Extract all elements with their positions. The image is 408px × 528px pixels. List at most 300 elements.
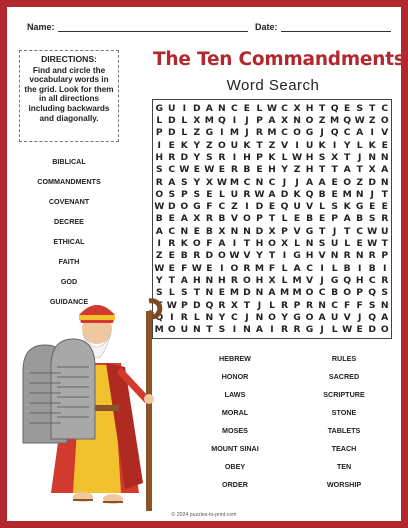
grid-cell[interactable]: I	[182, 102, 187, 114]
grid-cell[interactable]: D	[243, 287, 251, 299]
grid-cell[interactable]: C	[356, 225, 364, 237]
grid-cell[interactable]: L	[218, 188, 225, 200]
grid-cell[interactable]: X	[193, 213, 201, 225]
grid-cell[interactable]: W	[204, 164, 215, 176]
grid-cell[interactable]: J	[320, 275, 324, 287]
grid-cell[interactable]: G	[293, 312, 301, 324]
grid-cell[interactable]: O	[305, 312, 314, 324]
grid-cell[interactable]: B	[318, 188, 326, 200]
grid-cell[interactable]: C	[243, 176, 251, 188]
grid-cell[interactable]: M	[292, 275, 302, 287]
grid-cell[interactable]: F	[206, 201, 213, 213]
grid-cell[interactable]: J	[332, 225, 337, 237]
grid-cell[interactable]: W	[354, 114, 365, 126]
grid-cell[interactable]: D	[180, 151, 189, 163]
grid-cell[interactable]: E	[243, 102, 251, 114]
grid-cell[interactable]: L	[269, 299, 275, 311]
grid-cell[interactable]: T	[268, 250, 276, 262]
grid-cell[interactable]: M	[204, 114, 214, 126]
grid-cell[interactable]: R	[230, 275, 238, 287]
grid-cell[interactable]: D	[368, 176, 377, 188]
grid-cell[interactable]: R	[218, 151, 226, 163]
grid-cell[interactable]: D	[167, 114, 176, 126]
grid-cell[interactable]: D	[193, 299, 201, 311]
grid-cell[interactable]: N	[293, 114, 301, 126]
grid-cell[interactable]: E	[344, 102, 351, 114]
grid-cell[interactable]: P	[256, 213, 263, 225]
grid-cell[interactable]: H	[218, 275, 226, 287]
grid-cell[interactable]: R	[243, 262, 251, 274]
grid-cell[interactable]: O	[243, 275, 251, 287]
grid-cell[interactable]: V	[280, 139, 289, 151]
date-field[interactable]	[255, 22, 391, 32]
grid-cell[interactable]: B	[180, 250, 188, 262]
grid-cell[interactable]: K	[268, 151, 276, 163]
grid-cell[interactable]: R	[180, 312, 188, 324]
grid-cell[interactable]: L	[181, 114, 188, 126]
grid-cell[interactable]: H	[268, 164, 276, 176]
grid-cell[interactable]: R	[230, 164, 238, 176]
grid-cell[interactable]: Q	[368, 287, 377, 299]
grid-cell[interactable]: B	[155, 213, 163, 225]
grid-cell[interactable]: T	[381, 238, 388, 250]
grid-cell[interactable]: I	[270, 324, 274, 336]
grid-cell[interactable]: S	[318, 238, 326, 250]
grid-cell[interactable]: P	[356, 287, 364, 299]
grid-cell[interactable]: B	[218, 213, 226, 225]
grid-cell[interactable]: A	[205, 102, 213, 114]
grid-cell[interactable]: G	[330, 275, 339, 287]
grid-cell[interactable]: S	[356, 102, 363, 114]
grid-cell[interactable]: P	[180, 188, 188, 200]
grid-cell[interactable]: Y	[281, 312, 288, 324]
grid-cell[interactable]: E	[206, 188, 213, 200]
grid-cell[interactable]: F	[181, 262, 188, 274]
grid-cell[interactable]: L	[168, 287, 175, 299]
grid-cell[interactable]: Y	[155, 275, 163, 287]
grid-cell[interactable]: S	[181, 176, 188, 188]
grid-cell[interactable]: S	[155, 164, 163, 176]
grid-cell[interactable]: S	[193, 188, 201, 200]
grid-cell[interactable]: W	[154, 262, 165, 274]
grid-cell[interactable]: W	[266, 102, 278, 114]
grid-cell[interactable]: M	[229, 176, 239, 188]
grid-cell[interactable]: N	[192, 324, 201, 336]
grid-cell[interactable]: N	[380, 151, 389, 163]
grid-cell[interactable]: N	[380, 176, 389, 188]
word-search-grid[interactable]	[152, 99, 392, 339]
grid-cell[interactable]: L	[331, 324, 338, 336]
grid-cell[interactable]: I	[295, 139, 299, 151]
grid-cell[interactable]: Q	[217, 114, 226, 126]
grid-cell[interactable]: I	[320, 262, 324, 274]
grid-cell[interactable]: W	[342, 324, 353, 336]
grid-cell[interactable]: Z	[368, 114, 376, 126]
grid-cell[interactable]: T	[168, 275, 175, 287]
grid-cell[interactable]: A	[180, 213, 188, 225]
grid-cell[interactable]: C	[231, 102, 238, 114]
grid-cell[interactable]: O	[243, 213, 251, 225]
grid-cell[interactable]: O	[343, 287, 352, 299]
grid-cell[interactable]: B	[343, 262, 351, 274]
grid-cell[interactable]: E	[331, 176, 338, 188]
grid-cell[interactable]: K	[243, 139, 251, 151]
grid-cell[interactable]: E	[256, 164, 263, 176]
grid-cell[interactable]: O	[305, 287, 314, 299]
grid-cell[interactable]: R	[155, 176, 163, 188]
grid-cell[interactable]: O	[293, 127, 301, 139]
grid-cell[interactable]: C	[268, 176, 276, 188]
grid-cell[interactable]: I	[232, 114, 237, 126]
grid-cell[interactable]: F	[344, 299, 351, 311]
grid-cell[interactable]: R	[218, 299, 226, 311]
grid-cell[interactable]: N	[243, 225, 251, 237]
grid-cell[interactable]: E	[168, 139, 175, 151]
grid-cell[interactable]: X	[280, 114, 289, 126]
grid-cell[interactable]: T	[243, 299, 251, 311]
grid-cell[interactable]: M	[229, 127, 239, 139]
grid-cell[interactable]: A	[155, 225, 163, 237]
grid-cell[interactable]: N	[305, 238, 314, 250]
grid-cell[interactable]: W	[179, 164, 190, 176]
grid-cell[interactable]: I	[220, 262, 224, 274]
grid-cell[interactable]: J	[295, 176, 299, 188]
grid-cell[interactable]: J	[357, 151, 362, 163]
grid-cell[interactable]: U	[180, 324, 189, 336]
grid-cell[interactable]: A	[268, 287, 276, 299]
grid-cell[interactable]: S	[368, 299, 376, 311]
grid-cell[interactable]: P	[256, 114, 263, 126]
grid-cell[interactable]: T	[268, 213, 276, 225]
grid-cell[interactable]: X	[230, 299, 238, 311]
grid-cell[interactable]: I	[232, 238, 237, 250]
grid-cell[interactable]: K	[180, 139, 188, 151]
grid-cell[interactable]: B	[243, 164, 251, 176]
grid-cell[interactable]: T	[356, 164, 363, 176]
grid-cell[interactable]: A	[381, 312, 389, 324]
grid-cell[interactable]: J	[257, 299, 262, 311]
grid-cell[interactable]: N	[380, 299, 389, 311]
grid-cell[interactable]: S	[168, 188, 176, 200]
grid-cell[interactable]: R	[168, 151, 176, 163]
grid-cell[interactable]: I	[245, 201, 249, 213]
grid-cell[interactable]: N	[205, 275, 214, 287]
grid-cell[interactable]: I	[220, 127, 224, 139]
grid-cell[interactable]: A	[218, 238, 226, 250]
grid-cell[interactable]: E	[168, 262, 175, 274]
grid-cell[interactable]: D	[167, 201, 176, 213]
grid-cell[interactable]: Y	[193, 151, 201, 163]
grid-cell[interactable]: E	[193, 164, 200, 176]
grid-cell[interactable]: O	[217, 139, 226, 151]
grid-cell[interactable]: H	[305, 151, 314, 163]
grid-cell[interactable]: Y	[281, 164, 288, 176]
grid-cell[interactable]: C	[343, 127, 351, 139]
grid-cell[interactable]: L	[294, 238, 300, 250]
grid-cell[interactable]: K	[368, 139, 376, 151]
grid-cell[interactable]: A	[318, 176, 326, 188]
grid-cell[interactable]: V	[243, 250, 251, 262]
grid-cell[interactable]: Z	[206, 139, 213, 151]
grid-cell[interactable]: R	[368, 250, 376, 262]
grid-cell[interactable]: S	[331, 201, 338, 213]
grid-cell[interactable]: W	[166, 299, 177, 311]
grid-cell[interactable]: R	[193, 250, 201, 262]
grid-cell[interactable]: N	[230, 225, 239, 237]
grid-cell[interactable]: R	[255, 127, 263, 139]
grid-cell[interactable]: E	[381, 201, 388, 213]
grid-cell[interactable]: D	[280, 188, 289, 200]
grid-cell[interactable]: O	[230, 262, 239, 274]
grid-cell[interactable]: T	[318, 164, 326, 176]
grid-cell[interactable]: O	[180, 201, 189, 213]
grid-cell[interactable]: D	[368, 324, 377, 336]
grid-cell[interactable]: H	[192, 275, 201, 287]
grid-cell[interactable]: I	[232, 151, 237, 163]
grid-cell[interactable]: H	[155, 151, 164, 163]
grid-cell[interactable]: X	[268, 225, 276, 237]
grid-cell[interactable]: Y	[193, 176, 201, 188]
grid-cell[interactable]: X	[268, 275, 276, 287]
grid-cell[interactable]: L	[193, 312, 200, 324]
grid-cell[interactable]: A	[381, 164, 389, 176]
grid-cell[interactable]: Q	[205, 299, 214, 311]
grid-cell[interactable]: J	[320, 324, 324, 336]
grid-cell[interactable]: M	[154, 324, 164, 336]
grid-cell[interactable]: G	[193, 201, 201, 213]
grid-cell[interactable]: Q	[305, 188, 314, 200]
grid-cell[interactable]: N	[368, 151, 377, 163]
grid-cell[interactable]: R	[343, 250, 351, 262]
grid-cell[interactable]: O	[343, 176, 352, 188]
grid-cell[interactable]: A	[343, 164, 351, 176]
grid-cell[interactable]: T	[193, 287, 200, 299]
grid-cell[interactable]: A	[180, 275, 188, 287]
grid-cell[interactable]: C	[381, 102, 389, 114]
grid-cell[interactable]: I	[383, 262, 387, 274]
grid-cell[interactable]: H	[255, 238, 264, 250]
grid-cell[interactable]: Z	[268, 139, 276, 151]
grid-cell[interactable]: W	[229, 250, 240, 262]
grid-cell[interactable]: N	[355, 250, 364, 262]
grid-cell[interactable]: N	[243, 324, 251, 336]
grid-cell[interactable]: L	[281, 151, 288, 163]
grid-cell[interactable]: B	[205, 225, 213, 237]
grid-cell[interactable]: L	[319, 201, 326, 213]
grid-cell[interactable]: L	[156, 114, 163, 126]
grid-cell[interactable]: R	[280, 299, 289, 311]
grid-cell[interactable]: E	[168, 250, 175, 262]
grid-cell[interactable]: C	[331, 299, 338, 311]
grid-cell[interactable]: T	[206, 324, 213, 336]
grid-cell[interactable]: C	[168, 225, 176, 237]
grid-cell[interactable]: T	[344, 225, 351, 237]
grid-cell[interactable]: J	[282, 176, 287, 188]
grid-cell[interactable]: A	[356, 127, 364, 139]
grid-cell[interactable]: V	[381, 127, 389, 139]
grid-cell[interactable]: Z	[193, 127, 201, 139]
grid-cell[interactable]: G	[305, 225, 314, 237]
grid-cell[interactable]: N	[205, 312, 214, 324]
grid-cell[interactable]: N	[255, 312, 264, 324]
grid-cell[interactable]: P	[331, 213, 338, 225]
grid-cell[interactable]: M	[254, 262, 265, 274]
grid-cell[interactable]: H	[305, 250, 314, 262]
grid-cell[interactable]: U	[305, 139, 314, 151]
grid-cell[interactable]: M	[330, 114, 340, 126]
grid-cell[interactable]: U	[230, 139, 239, 151]
grid-cell[interactable]: O	[268, 238, 276, 250]
grid-cell[interactable]: E	[218, 164, 226, 176]
grid-cell[interactable]: A	[306, 176, 314, 188]
grid-cell[interactable]: R	[168, 238, 176, 250]
grid-cell[interactable]: X	[193, 114, 201, 126]
grid-cell[interactable]: D	[205, 250, 214, 262]
grid-cell[interactable]: N	[255, 176, 264, 188]
grid-cell[interactable]: N	[330, 250, 339, 262]
grid-cell[interactable]: P	[281, 225, 288, 237]
grid-cell[interactable]: S	[218, 324, 226, 336]
grid-cell[interactable]: R	[243, 188, 251, 200]
grid-cell[interactable]: M	[267, 127, 277, 139]
grid-cell[interactable]: U	[380, 225, 389, 237]
grid-cell[interactable]: L	[256, 102, 263, 114]
grid-cell[interactable]: H	[355, 275, 364, 287]
grid-cell[interactable]: I	[357, 262, 362, 274]
grid-cell[interactable]: U	[330, 238, 339, 250]
grid-cell[interactable]: B	[331, 287, 339, 299]
grid-cell[interactable]: J	[320, 127, 324, 139]
grid-cell[interactable]: Q	[330, 127, 339, 139]
grid-cell[interactable]: F	[268, 262, 276, 274]
grid-cell[interactable]: V	[293, 225, 301, 237]
grid-cell[interactable]: T	[156, 299, 163, 311]
grid-cell[interactable]: R	[381, 275, 389, 287]
grid-cell[interactable]: J	[245, 312, 249, 324]
grid-cell[interactable]: N	[318, 299, 326, 311]
grid-cell[interactable]: X	[368, 164, 376, 176]
grid-cell[interactable]: T	[344, 151, 351, 163]
name-field[interactable]	[27, 22, 248, 32]
grid-cell[interactable]: A	[343, 213, 351, 225]
grid-cell[interactable]: P	[256, 151, 263, 163]
grid-cell[interactable]: E	[318, 213, 326, 225]
grid-cell[interactable]: V	[306, 275, 314, 287]
grid-cell[interactable]: E	[193, 225, 200, 237]
grid-cell[interactable]: G	[155, 102, 164, 114]
grid-cell[interactable]: L	[344, 238, 351, 250]
grid-cell[interactable]: D	[255, 225, 264, 237]
grid-cell[interactable]: D	[193, 102, 201, 114]
grid-cell[interactable]: T	[243, 238, 251, 250]
grid-cell[interactable]: G	[205, 127, 214, 139]
grid-cell[interactable]: E	[381, 139, 388, 151]
grid-cell[interactable]: N	[180, 225, 189, 237]
grid-cell[interactable]: W	[367, 225, 378, 237]
grid-cell[interactable]: P	[293, 299, 301, 311]
grid-cell[interactable]: U	[330, 312, 339, 324]
grid-cell[interactable]: W	[154, 201, 165, 213]
grid-cell[interactable]: Q	[280, 201, 289, 213]
grid-cell[interactable]: C	[368, 275, 376, 287]
grid-cell[interactable]: Z	[231, 201, 238, 213]
grid-cell[interactable]: F	[356, 299, 363, 311]
grid-cell[interactable]: L	[281, 213, 288, 225]
grid-cell[interactable]: M	[342, 188, 352, 200]
grid-cell[interactable]: C	[318, 287, 326, 299]
grid-cell[interactable]: N	[205, 287, 214, 299]
grid-cell[interactable]: Q	[343, 275, 352, 287]
grid-cell[interactable]: T	[318, 225, 326, 237]
grid-cell[interactable]: J	[370, 188, 374, 200]
grid-cell[interactable]: E	[218, 287, 226, 299]
grid-cell[interactable]: O	[268, 312, 276, 324]
grid-cell[interactable]: R	[293, 324, 301, 336]
grid-cell[interactable]: D	[255, 201, 264, 213]
grid-cell[interactable]: T	[318, 102, 326, 114]
grid-cell[interactable]: N	[255, 287, 264, 299]
grid-cell[interactable]: L	[356, 139, 363, 151]
grid-cell[interactable]: W	[367, 238, 378, 250]
grid-cell[interactable]: P	[180, 299, 188, 311]
grid-cell[interactable]: Z	[155, 250, 163, 262]
grid-cell[interactable]: M	[292, 287, 302, 299]
grid-cell[interactable]: R	[205, 213, 213, 225]
grid-cell[interactable]: S	[155, 287, 163, 299]
grid-cell[interactable]: O	[167, 324, 176, 336]
grid-cell[interactable]: X	[293, 102, 301, 114]
grid-cell[interactable]: R	[306, 299, 314, 311]
grid-cell[interactable]: Y	[218, 312, 226, 324]
grid-cell[interactable]: R	[280, 324, 289, 336]
grid-cell[interactable]: X	[205, 176, 213, 188]
grid-cell[interactable]: S	[318, 151, 326, 163]
grid-cell[interactable]: V	[230, 213, 238, 225]
grid-cell[interactable]: S	[368, 213, 376, 225]
grid-cell[interactable]: H	[305, 164, 314, 176]
grid-cell[interactable]: O	[380, 324, 389, 336]
grid-cell[interactable]: E	[356, 238, 363, 250]
grid-cell[interactable]: A	[168, 176, 176, 188]
grid-cell[interactable]: O	[217, 250, 226, 262]
grid-cell[interactable]: S	[206, 151, 213, 163]
grid-cell[interactable]: A	[268, 188, 276, 200]
grid-cell[interactable]: G	[293, 250, 301, 262]
grid-cell[interactable]: B	[368, 262, 376, 274]
grid-cell[interactable]: E	[369, 201, 376, 213]
grid-cell[interactable]: X	[218, 225, 226, 237]
grid-cell[interactable]: E	[293, 213, 301, 225]
grid-cell[interactable]: O	[380, 114, 389, 126]
grid-cell[interactable]: Q	[155, 312, 164, 324]
grid-cell[interactable]: T	[256, 139, 263, 151]
grid-cell[interactable]: N	[218, 102, 226, 114]
grid-cell[interactable]: P	[155, 127, 163, 139]
grid-cell[interactable]: I	[157, 238, 161, 250]
grid-cell[interactable]: H	[255, 275, 264, 287]
grid-cell[interactable]: E	[168, 213, 175, 225]
grid-cell[interactable]: J	[245, 127, 249, 139]
grid-cell[interactable]: E	[356, 324, 363, 336]
grid-cell[interactable]: I	[370, 127, 374, 139]
grid-cell[interactable]: B	[306, 213, 314, 225]
grid-cell[interactable]: U	[168, 102, 176, 114]
grid-cell[interactable]: G	[305, 324, 314, 336]
grid-cell[interactable]: L	[281, 262, 288, 274]
grid-cell[interactable]: Z	[356, 176, 363, 188]
grid-cell[interactable]: E	[268, 201, 276, 213]
grid-cell[interactable]: H	[305, 102, 314, 114]
